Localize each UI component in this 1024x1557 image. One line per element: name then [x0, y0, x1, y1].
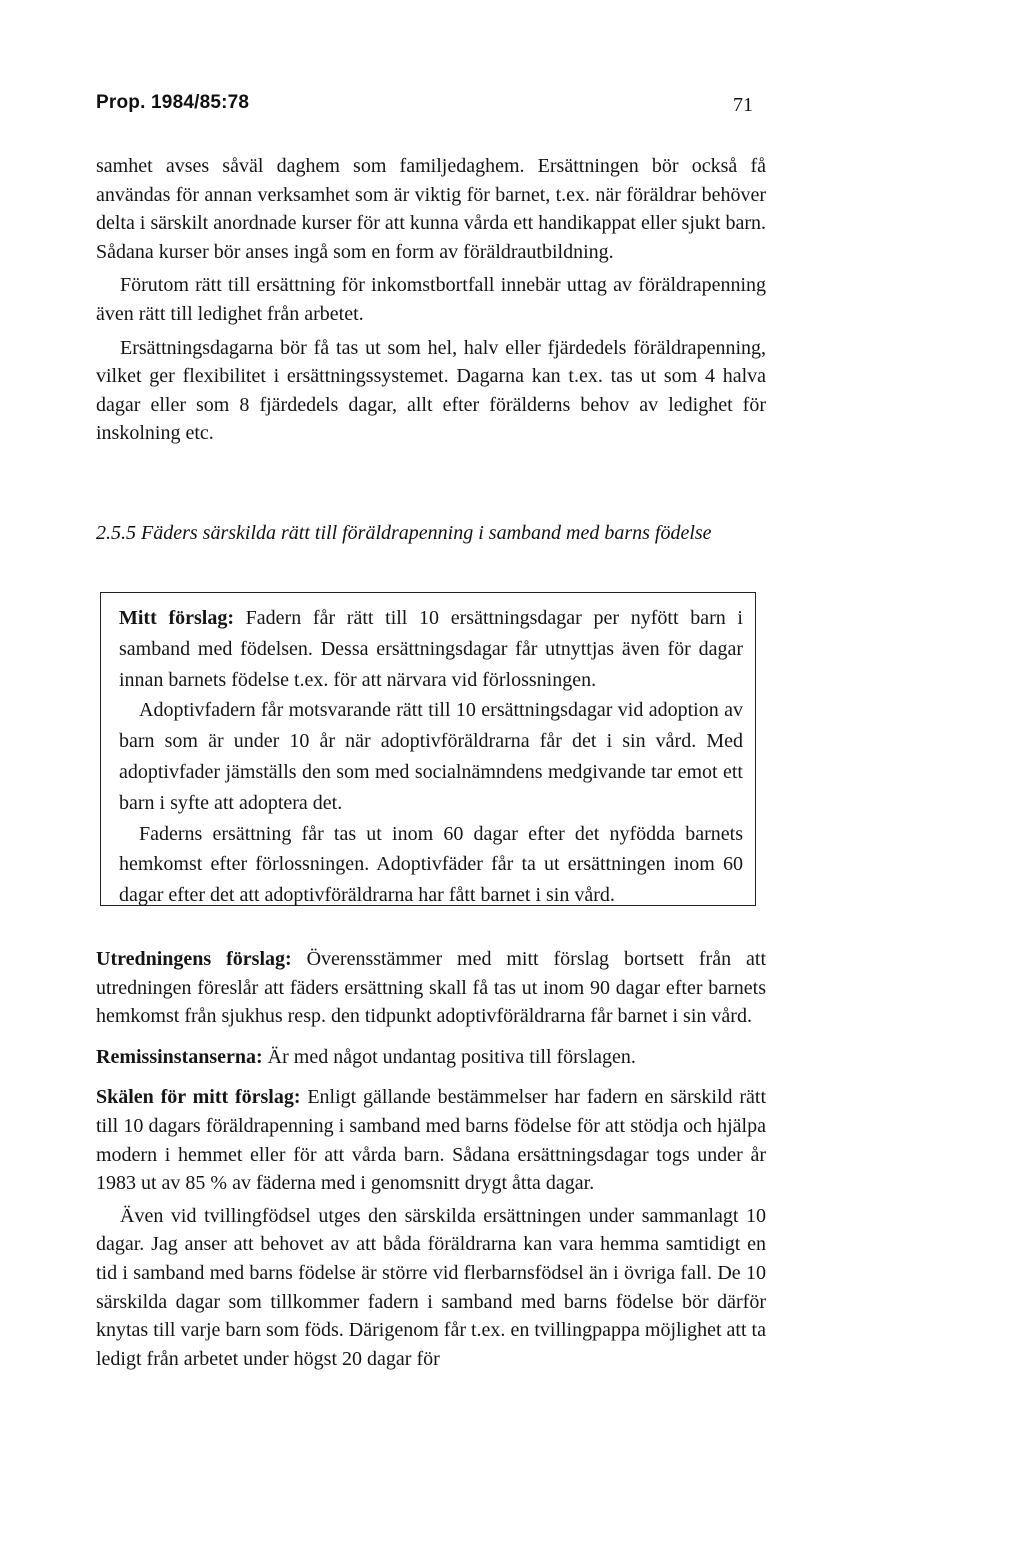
inquiry-paragraph [96, 945, 766, 1031]
page-number: 71 [733, 94, 753, 116]
after-box-text-block [96, 945, 766, 1385]
running-head: Prop. 1984/85:78 [96, 92, 250, 113]
paragraph: Förutom rätt till ersättning för inkomstbortfall innebär uttag av föräldrapenning även rätt till ledighet från arbetet. [96, 274, 766, 325]
reasons-text: Enligt gällande bestämmelser har fadern en särskild rätt till 10 dagars föräldrapenning i samband med barns födelse för att stödja och hjälpa modern i hemmet eller för att vårda barn. Sådana ersättningsdagar togs under år 1983 ut av 85 % av fäderna med i genomsnitt drygt åtta dagar. [96, 1086, 766, 1195]
section-heading: 2.5.5 Fäders särskilda rätt till föräldrapenning i samband med barns födelse [96, 522, 712, 544]
proposal-paragraph: Adoptivfadern får motsvarande rätt till 10 ersättningsdagar vid adoption av barn som är under 10 år när adoptivföräldrarna får det i sin vård. Med adoptivfader jämställs den som med socialnämndens medgivande tar emot ett barn i syfte att adoptera det. [119, 699, 743, 814]
proposal-text-1: Fadern får rätt till 10 ersättningsdagar per nyfött barn i samband med födelsen. Dessa ersättningsdagar får utnyttjas även för dagar innan barnets födelse t.ex. för att närvara vid förlossningen. [119, 607, 743, 691]
reasons-paragraph [96, 1083, 766, 1197]
proposal-paragraph: Faderns ersättning får tas ut inom 60 dagar efter det nyfödda barnets hemkomst efter förlossningen. Adoptivfäder får ta ut ersättningen inom 60 dagar efter det att adoptivföräldrarna har fått barnet i sin vård. [119, 822, 743, 907]
proposal-box [100, 592, 756, 906]
referral-text: Är med något undantag positiva till förslagen. [262, 1045, 636, 1068]
paragraph: samhet avses såväl daghem som familjedaghem. Ersättningen bör också få användas för annan verksamhet som är viktig för barnet, t.ex. när föräldrar behöver delta i särskilt anordnade kurser för att kunna vårda ett handikappat eller sjukt barn. Sådana kurser bör anses ingå som en form av föräldrautbildning. [96, 155, 766, 263]
proposal-paragraph [119, 603, 743, 695]
intro-text-block [96, 152, 766, 453]
proposal-text [119, 603, 743, 911]
proposal-lead: Mitt förslag: [119, 607, 234, 629]
referral-paragraph [96, 1043, 766, 1072]
inquiry-text: Överensstämmer med mitt förslag bortsett från att utredningen föreslår att fäders ersättning skall få tas ut inom 90 dagar efter barnets hemkomst från sjukhus resp. den tidpunkt adoptivföräldrarna får barnet i sin vård. [96, 948, 766, 1028]
inquiry-lead: Utredningens förslag: [96, 948, 292, 970]
paragraph: Ersättningsdagarna bör få tas ut som hel, halv eller fjärdedels föräldrapenning, vilket ger flexibilitet i ersättningssystemet. Dagarna kan t.ex. tas ut som 4 halva dagar eller som 8 fjärdedels dagar, allt efter förälderns behov av ledighet för inskolning etc. [96, 336, 766, 445]
reasons-lead: Skälen för mitt förslag: [96, 1086, 301, 1109]
twins-paragraph: Även vid tvillingfödsel utges den särskilda ersättningen under sammanlagt 10 dagar. Jag anser att behovet av att båda föräldrarna kan vara hemma samtidigt en tid i samband med barns födelse är större vid flerbarnsfödsel än i övriga fall. De 10 särskilda dagar som tillkommer fadern i samband med barns födelse bör därför knytas till varje barn som föds. Därigenom får t.ex. en tvillingpappa möjlighet att ta ledigt från arbetet under högst 20 dagar för [96, 1204, 766, 1370]
referral-lead: Remissinstanserna: [96, 1045, 263, 1068]
